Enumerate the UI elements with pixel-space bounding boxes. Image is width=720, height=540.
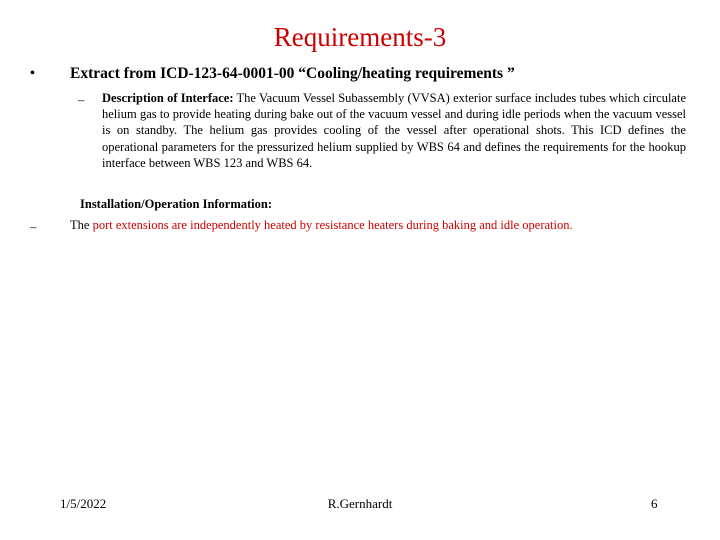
bullet-heading: Extract from ICD-123-64-0001-00 “Cooling/heating requirements ”: [70, 65, 515, 82]
interface-description: [102, 90, 686, 171]
sub-bullet-dash-2: –: [30, 219, 37, 234]
description-text: The Vacuum Vessel Subassembly (VVSA) exterior surface includes tubes which circulate helium gas to provide heating during bake out of the vacuum vessel and during idle periods when the vacuum vessel is on standby. The helium gas provides cooling of the vessel after operational shots. This ICD defines the operational parameters for the pressurized helium supplied by WBS 64 and defines the requirements for the hookup interface between WBS 123 and WBS 64.: [102, 91, 686, 170]
port-note-prefix: The: [70, 218, 93, 232]
port-note-highlight: port extensions are independently heated by resistance heaters during baking and idle operation.: [92, 218, 573, 232]
footer-author: R.Gernhardt: [327, 496, 393, 511]
footer-date: 1/5/2022: [60, 496, 107, 511]
bullet-marker: •: [30, 66, 35, 81]
description-label: Description of Interface:: [102, 91, 234, 105]
installation-heading: Installation/Operation Information:: [80, 197, 273, 211]
footer-page-number: 6: [651, 496, 658, 511]
port-extensions-note: [70, 218, 573, 233]
slide-title: Requirements-3: [273, 22, 447, 52]
sub-bullet-dash: –: [78, 92, 85, 107]
